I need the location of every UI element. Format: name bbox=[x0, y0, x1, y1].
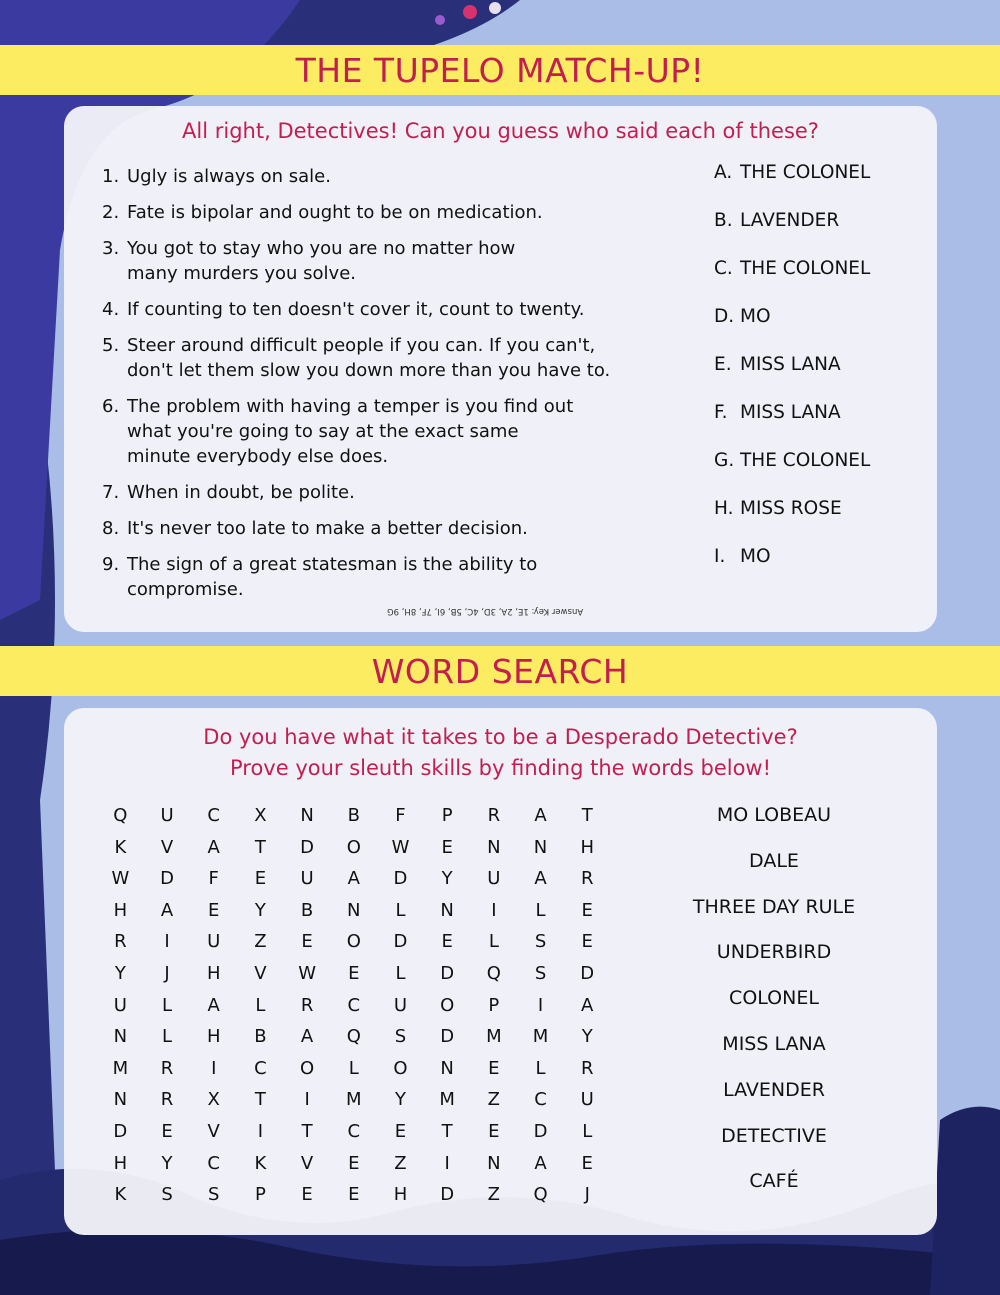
answer-name: MISS ROSE bbox=[740, 498, 842, 519]
answer-item bbox=[714, 448, 870, 496]
quote-number: 4. bbox=[102, 299, 120, 320]
grid-letter[interactable]: Y bbox=[114, 962, 126, 984]
grid-letter[interactable]: M bbox=[486, 1026, 502, 1048]
grid-letter[interactable]: R bbox=[580, 1057, 594, 1079]
grid-letter[interactable]: E bbox=[441, 931, 453, 953]
search-word: CAFÉ bbox=[749, 1170, 799, 1193]
grid-letter[interactable]: E bbox=[581, 1152, 593, 1174]
grid-letter[interactable]: A bbox=[160, 899, 174, 921]
grid-letter[interactable]: C bbox=[534, 1089, 547, 1111]
grid-letter[interactable]: F bbox=[208, 868, 219, 890]
word-list bbox=[664, 800, 884, 1212]
letter-grid bbox=[97, 800, 611, 1211]
grid-letter[interactable]: L bbox=[162, 994, 173, 1016]
answer-name: MISS LANA bbox=[740, 354, 841, 375]
search-word: LAVENDER bbox=[723, 1078, 825, 1101]
grid-letter[interactable]: D bbox=[160, 868, 174, 890]
search-word: MO LOBEAU bbox=[716, 804, 832, 826]
grid-letter[interactable]: N bbox=[533, 836, 548, 858]
grid-letter[interactable]: Y bbox=[161, 1152, 173, 1174]
grid-letter[interactable]: I bbox=[304, 1089, 310, 1111]
grid-letter[interactable]: O bbox=[440, 994, 455, 1016]
grid-letter[interactable]: R bbox=[487, 805, 501, 826]
quote-number: 7. bbox=[102, 482, 120, 503]
grid-letter[interactable]: A bbox=[534, 805, 547, 826]
grid-letter[interactable]: N bbox=[113, 1026, 128, 1048]
grid-letter[interactable]: M bbox=[112, 1057, 129, 1079]
grid-letter[interactable]: A bbox=[534, 868, 547, 890]
grid-letter[interactable]: U bbox=[300, 868, 314, 890]
grid-letter[interactable]: E bbox=[441, 836, 453, 858]
grid-letter[interactable]: Y bbox=[581, 1026, 593, 1048]
grid-letter[interactable]: E bbox=[161, 1120, 173, 1142]
grid-letter[interactable]: I bbox=[491, 899, 497, 921]
grid-letter[interactable]: H bbox=[113, 1152, 128, 1174]
quote-number: 8. bbox=[102, 518, 120, 539]
grid-letter[interactable]: O bbox=[346, 836, 361, 858]
grid-letter[interactable]: R bbox=[580, 868, 594, 890]
grid-letter[interactable]: D bbox=[393, 868, 408, 890]
grid-letter[interactable]: Q bbox=[113, 805, 128, 826]
grid-letter[interactable]: E bbox=[348, 1152, 360, 1174]
grid-letter[interactable]: I bbox=[537, 994, 544, 1016]
quote-item bbox=[102, 394, 642, 469]
grid-letter[interactable]: L bbox=[582, 1120, 593, 1142]
grid-letter[interactable]: A bbox=[207, 994, 220, 1016]
grid-letter[interactable]: U bbox=[113, 994, 127, 1016]
answer-letter: H. bbox=[714, 498, 734, 519]
search-word: COLONEL bbox=[729, 987, 819, 1010]
grid-letter[interactable]: J bbox=[584, 1184, 590, 1206]
grid-letter[interactable]: L bbox=[348, 1057, 359, 1079]
grid-letter[interactable]: U bbox=[207, 931, 221, 953]
answer-name: MO bbox=[740, 546, 771, 567]
grid-letter[interactable]: R bbox=[160, 1057, 174, 1079]
grid-letter[interactable]: V bbox=[160, 836, 174, 858]
grid-letter[interactable]: A bbox=[581, 994, 594, 1016]
quote-text: If counting to ten doesn't cover it, count to twenty. bbox=[127, 299, 585, 320]
answer-letter: E. bbox=[714, 354, 732, 375]
answer-key: Answer Key: 1E, 2A, 3D, 4C, 5B, 6I, 7F, 8H, 9G bbox=[387, 606, 584, 616]
grid-letter[interactable]: T bbox=[301, 1120, 313, 1142]
grid-letter[interactable]: X bbox=[207, 1089, 220, 1111]
quote-number: 5. bbox=[102, 335, 120, 356]
grid-letter[interactable]: V bbox=[254, 962, 267, 984]
quote-text: You got to stay who you are no matter how many murders you solve. bbox=[127, 238, 516, 284]
grid-letter[interactable]: B bbox=[254, 1026, 267, 1048]
grid-letter[interactable]: O bbox=[300, 1057, 315, 1079]
grid-letter[interactable]: Q bbox=[346, 1026, 361, 1048]
grid-letter[interactable]: S bbox=[534, 962, 547, 984]
grid-letter[interactable]: E bbox=[488, 1057, 500, 1079]
search-word: UNDERBIRD bbox=[716, 941, 832, 964]
grid-letter[interactable]: S bbox=[161, 1184, 173, 1206]
wordsearch-title: WORD SEARCH bbox=[371, 651, 629, 691]
grid-letter[interactable]: E bbox=[254, 868, 267, 890]
search-word: DETECTIVE bbox=[721, 1124, 827, 1147]
grid-letter[interactable]: E bbox=[394, 1120, 407, 1142]
wordsearch-panel bbox=[64, 708, 937, 1235]
grid-letter[interactable]: K bbox=[254, 1152, 267, 1174]
grid-letter[interactable]: W bbox=[298, 962, 316, 984]
quote-number: 6. bbox=[102, 396, 120, 417]
answer-letter: B. bbox=[714, 210, 733, 231]
quote-number: 2. bbox=[102, 202, 120, 223]
grid-letter[interactable]: M bbox=[532, 1026, 549, 1048]
quote-text: The sign of a great statesman is the ability to compromise. bbox=[127, 554, 538, 600]
answer-letter: G. bbox=[714, 450, 735, 471]
grid-letter[interactable]: N bbox=[487, 1152, 501, 1174]
grid-letter[interactable]: I bbox=[211, 1057, 217, 1079]
grid-letter[interactable]: D bbox=[440, 1026, 455, 1048]
grid-letter[interactable]: D bbox=[393, 931, 408, 953]
grid-letter[interactable]: Q bbox=[533, 1184, 548, 1206]
quote-text: Fate is bipolar and ought to be on medication. bbox=[127, 202, 543, 223]
grid-letter[interactable]: R bbox=[160, 1089, 174, 1111]
grid-letter[interactable]: L bbox=[395, 899, 406, 921]
grid-letter[interactable]: Z bbox=[487, 1184, 501, 1206]
grid-letter[interactable]: H bbox=[580, 836, 594, 858]
grid-letter[interactable]: H bbox=[113, 899, 128, 921]
grid-letter[interactable]: S bbox=[208, 1184, 220, 1206]
grid-letter[interactable]: M bbox=[439, 1089, 455, 1111]
grid-letter[interactable]: Y bbox=[394, 1089, 406, 1111]
grid-letter[interactable]: D bbox=[440, 1184, 455, 1206]
quote-item bbox=[102, 236, 642, 286]
quote-item bbox=[102, 164, 642, 189]
grid-letter[interactable]: V bbox=[300, 1152, 314, 1174]
grid-letter[interactable]: I bbox=[444, 1152, 450, 1174]
quote-list bbox=[102, 164, 642, 613]
quote-text: When in doubt, be polite. bbox=[127, 482, 355, 503]
matchup-subtitle: All right, Detectives! Can you guess who said each of these? bbox=[182, 119, 819, 143]
grid-letter[interactable]: E bbox=[301, 931, 313, 953]
grid-letter[interactable]: P bbox=[488, 994, 500, 1016]
grid-letter[interactable]: X bbox=[254, 805, 267, 826]
answer-item bbox=[714, 256, 870, 304]
grid-letter[interactable]: T bbox=[441, 1120, 453, 1142]
grid-letter[interactable]: B bbox=[300, 899, 314, 921]
grid-letter[interactable]: N bbox=[440, 1057, 454, 1079]
quote-number: 9. bbox=[102, 554, 120, 575]
grid-letter[interactable]: I bbox=[164, 931, 170, 953]
grid-letter[interactable]: P bbox=[254, 1184, 266, 1206]
grid-letter[interactable]: Z bbox=[394, 1152, 407, 1174]
answer-list bbox=[714, 160, 870, 592]
grid-letter[interactable]: N bbox=[347, 899, 361, 921]
answer-name: MISS LANA bbox=[740, 402, 841, 423]
grid-letter[interactable]: L bbox=[535, 899, 546, 921]
grid-letter[interactable]: E bbox=[348, 1184, 360, 1206]
grid-letter[interactable]: R bbox=[300, 994, 314, 1016]
wordsearch-subtitle-line2: Prove your sleuth skills by finding the words below! bbox=[229, 756, 772, 780]
grid-letter[interactable]: U bbox=[487, 868, 501, 890]
wordsearch-title-banner bbox=[0, 646, 1000, 696]
answer-item bbox=[714, 496, 870, 544]
answer-name: THE COLONEL bbox=[740, 162, 871, 183]
grid-letter[interactable]: L bbox=[162, 1026, 173, 1048]
answer-letter: F. bbox=[714, 402, 728, 423]
quote-item bbox=[102, 516, 642, 541]
matchup-title: THE TUPELO MATCH-UP! bbox=[295, 50, 705, 90]
grid-letter[interactable]: J bbox=[164, 962, 170, 984]
grid-letter[interactable]: E bbox=[348, 962, 360, 984]
grid-letter[interactable]: A bbox=[207, 836, 220, 858]
quote-item bbox=[102, 297, 642, 322]
grid-letter[interactable]: E bbox=[581, 899, 593, 921]
matchup-title-banner bbox=[0, 45, 1000, 95]
grid-letter[interactable]: D bbox=[580, 962, 595, 984]
grid-letter[interactable]: T bbox=[254, 836, 266, 858]
quote-text: Steer around difficult people if you can. If you can't, don't let them slow you down more than you have to. bbox=[127, 335, 611, 381]
grid-letter[interactable]: B bbox=[347, 805, 360, 826]
grid-letter[interactable]: A bbox=[347, 868, 360, 890]
grid-letter[interactable]: C bbox=[207, 1152, 220, 1174]
grid-letter[interactable]: Z bbox=[254, 931, 267, 953]
grid-letter[interactable]: N bbox=[487, 836, 501, 858]
grid-letter[interactable]: K bbox=[114, 836, 127, 858]
grid-letter[interactable]: U bbox=[160, 805, 174, 826]
grid-letter[interactable]: D bbox=[300, 836, 315, 858]
search-word: MISS LANA bbox=[722, 1032, 826, 1055]
grid-letter[interactable]: Z bbox=[487, 1089, 501, 1111]
grid-letter[interactable]: S bbox=[394, 1026, 407, 1048]
answer-letter: I. bbox=[714, 546, 726, 567]
grid-letter[interactable]: I bbox=[257, 1120, 264, 1142]
grid-letter[interactable]: E bbox=[208, 899, 220, 921]
grid-letter[interactable]: N bbox=[300, 805, 314, 826]
grid-letter[interactable]: O bbox=[393, 1057, 408, 1079]
grid-letter[interactable]: F bbox=[395, 805, 406, 826]
grid-letter[interactable]: U bbox=[580, 1089, 594, 1111]
grid-letter[interactable]: H bbox=[393, 1184, 408, 1206]
grid-letter[interactable]: T bbox=[254, 1089, 266, 1111]
grid-letter[interactable]: U bbox=[393, 994, 408, 1016]
grid-letter[interactable]: S bbox=[534, 931, 547, 953]
grid-letter[interactable]: V bbox=[207, 1120, 220, 1142]
grid-letter[interactable]: C bbox=[207, 805, 220, 826]
answer-item bbox=[714, 352, 870, 400]
answer-name: MO bbox=[740, 306, 771, 327]
wordsearch-subtitle-line1: Do you have what it takes to be a Desperado Detective? bbox=[203, 725, 798, 749]
grid-letter[interactable]: L bbox=[255, 994, 266, 1016]
grid-letter[interactable]: L bbox=[488, 931, 499, 953]
quote-text: It's never too late to make a better decision. bbox=[127, 518, 528, 539]
answer-item bbox=[714, 304, 870, 352]
answer-item bbox=[714, 160, 870, 208]
quote-item bbox=[102, 200, 642, 225]
answer-name: THE COLONEL bbox=[740, 258, 871, 279]
grid-letter[interactable]: T bbox=[581, 805, 593, 826]
grid-letter[interactable]: H bbox=[206, 1026, 221, 1048]
grid-letter[interactable]: K bbox=[114, 1184, 127, 1206]
answer-name: LAVENDER bbox=[740, 210, 840, 231]
grid-letter[interactable]: M bbox=[346, 1089, 362, 1111]
grid-letter[interactable]: E bbox=[488, 1120, 500, 1142]
answer-letter: D. bbox=[714, 306, 735, 327]
quote-item bbox=[102, 480, 642, 505]
quote-item bbox=[102, 552, 642, 602]
quote-text: The problem with having a temper is you find out what you're going to say at the exact same minute everybody else does. bbox=[127, 396, 574, 467]
grid-letter[interactable]: O bbox=[346, 931, 361, 953]
search-word: THREE DAY RULE bbox=[692, 895, 856, 918]
grid-letter[interactable]: W bbox=[391, 836, 410, 858]
grid-letter[interactable]: A bbox=[534, 1152, 547, 1174]
grid-letter[interactable]: Y bbox=[254, 899, 266, 921]
grid-letter[interactable]: E bbox=[581, 931, 593, 953]
grid-letter[interactable]: A bbox=[300, 1026, 314, 1048]
grid-letter[interactable]: E bbox=[301, 1184, 313, 1206]
grid-letter[interactable]: L bbox=[395, 962, 406, 984]
answer-item bbox=[714, 544, 870, 592]
quote-item bbox=[102, 333, 642, 383]
search-word: DALE bbox=[749, 849, 799, 872]
grid-letter[interactable]: N bbox=[113, 1089, 128, 1111]
grid-letter[interactable]: N bbox=[440, 899, 454, 921]
answer-item bbox=[714, 208, 870, 256]
grid-letter[interactable]: D bbox=[533, 1120, 548, 1142]
answer-item bbox=[714, 400, 870, 448]
answer-letter: A. bbox=[714, 162, 733, 183]
grid-letter[interactable]: H bbox=[206, 962, 221, 984]
grid-letter[interactable]: L bbox=[535, 1057, 546, 1079]
quote-number: 3. bbox=[102, 238, 120, 259]
grid-letter[interactable]: P bbox=[441, 805, 453, 826]
grid-letter[interactable]: Y bbox=[441, 868, 453, 890]
grid-letter[interactable]: C bbox=[347, 1120, 361, 1142]
quote-text: Ugly is always on sale. bbox=[127, 166, 331, 187]
grid-letter[interactable]: D bbox=[113, 1120, 128, 1142]
matchup-panel bbox=[64, 106, 937, 632]
quote-number: 1. bbox=[102, 166, 120, 187]
grid-letter[interactable]: Q bbox=[486, 962, 501, 984]
grid-letter[interactable]: C bbox=[254, 1057, 267, 1079]
grid-letter[interactable]: W bbox=[111, 868, 130, 890]
answer-letter: C. bbox=[714, 258, 733, 279]
grid-letter[interactable]: C bbox=[347, 994, 361, 1016]
grid-letter[interactable]: R bbox=[114, 931, 127, 953]
answer-name: THE COLONEL bbox=[740, 450, 871, 471]
grid-letter[interactable]: D bbox=[440, 962, 455, 984]
